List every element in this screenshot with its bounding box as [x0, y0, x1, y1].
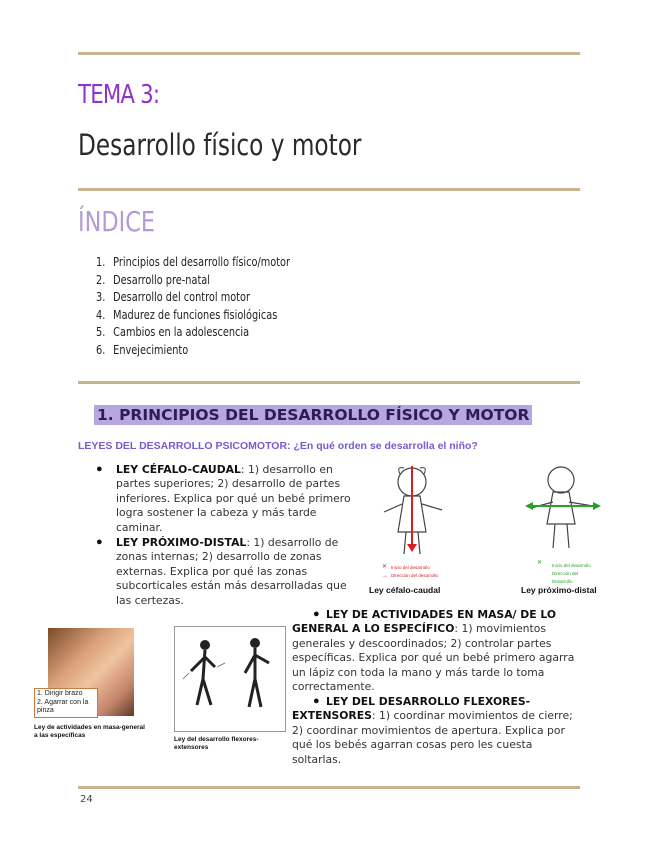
svg-text:→: → [382, 573, 388, 579]
proximo-distal-caption: Ley próximo-distal [521, 585, 597, 595]
index-heading: ÍNDICE [78, 205, 156, 238]
toc-item[interactable]: 2. Desarrollo pre-natal [96, 271, 210, 287]
divider-after-index [78, 381, 580, 384]
laws-heading: LEYES DEL DESARROLLO PSICOMOTOR: ¿En qué orden se desarrolla el niño? [78, 440, 478, 452]
divider-footer [78, 786, 580, 789]
tema-heading: TEMA 3: [78, 80, 160, 110]
flexores-extensores-figure [174, 626, 286, 732]
photo-caption: Ley de actividades en masa-general a las específicas [34, 724, 145, 739]
svg-text:✕: ✕ [382, 564, 388, 570]
proximo-legend-1: Inicio del desarrollo [552, 563, 591, 568]
flexores-caption: Ley del desarrollo flexores-extensores [174, 736, 259, 751]
law-cefalo-caudal: LEY CÉFALO-CAUDAL: 1) desarrollo en partes superiores; 2) desarrollo de partes inferiores. Explica por qué un bebé primero logra sostener la cabeza y más tarde caminar. [116, 463, 351, 534]
divider-top [78, 52, 580, 55]
photo-note: 1. Dirigir brazo 2. Agarrar con la pinza [34, 688, 98, 718]
law-proximo-distal: LEY PRÓXIMO-DISTAL: 1) desarrollo de zonas internas; 2) desarrollo de zonas externas. Explica por qué las zonas subcorticales están más desarrolladas que las certezas. [116, 536, 347, 607]
proximo-distal-figure [521, 462, 605, 572]
toc-item[interactable]: 1. Principios del desarrollo físico/motor [96, 254, 291, 269]
page-title: Desarrollo físico y motor [78, 128, 362, 162]
proximo-legend-2: Dirección del Desarrollo [552, 571, 579, 584]
svg-text:✕: ✕ [537, 560, 543, 566]
bullet-icon: ● [313, 608, 320, 620]
cefalo-legend-1: Inicio del desarrollo [391, 565, 430, 570]
cefalo-caudal-caption: Ley céfalo-caudal [369, 585, 441, 595]
toc-item[interactable]: 3. Desarrollo del control motor [96, 289, 250, 305]
bullet-icon: ● [96, 536, 103, 548]
law-flexores-extensores: LEY DEL DESARROLLO FLEXORES-EXTENSORES: 1) coordinar movimientos de cierre; 2) coordinar movimientos de apertura. Explica por qué los bebés agarran cosas pero les cuesta soltarlas. [292, 695, 573, 766]
toc-item[interactable]: 4. Madurez de funciones fisiológicas [96, 306, 278, 322]
toc-item[interactable]: 6. Envejecimiento [96, 341, 189, 357]
bullet-icon: ● [313, 695, 320, 707]
cefalo-legend-2: Dirección del desarrollo [391, 573, 439, 578]
table-of-contents [96, 254, 345, 360]
divider-after-title [78, 188, 580, 191]
law-actividades-masa: LEY DE ACTIVIDADES EN MASA/ DE LO GENERAL A LO ESPECÍFICO: 1) movimientos generales y descoordinados; 2) controlar partes específicas. Explica por qué un bebé primero agarra un lápiz con toda la mano y más tarde lo toma correctamente. [292, 608, 575, 694]
bullet-icon: ● [96, 463, 103, 475]
toc-item[interactable]: 5. Cambios en la adolescencia [96, 324, 250, 340]
page-number: 24 [80, 794, 93, 805]
section-title: 1. PRINCIPIOS DEL DESARROLLO FÍSICO Y MOTOR [94, 405, 532, 425]
